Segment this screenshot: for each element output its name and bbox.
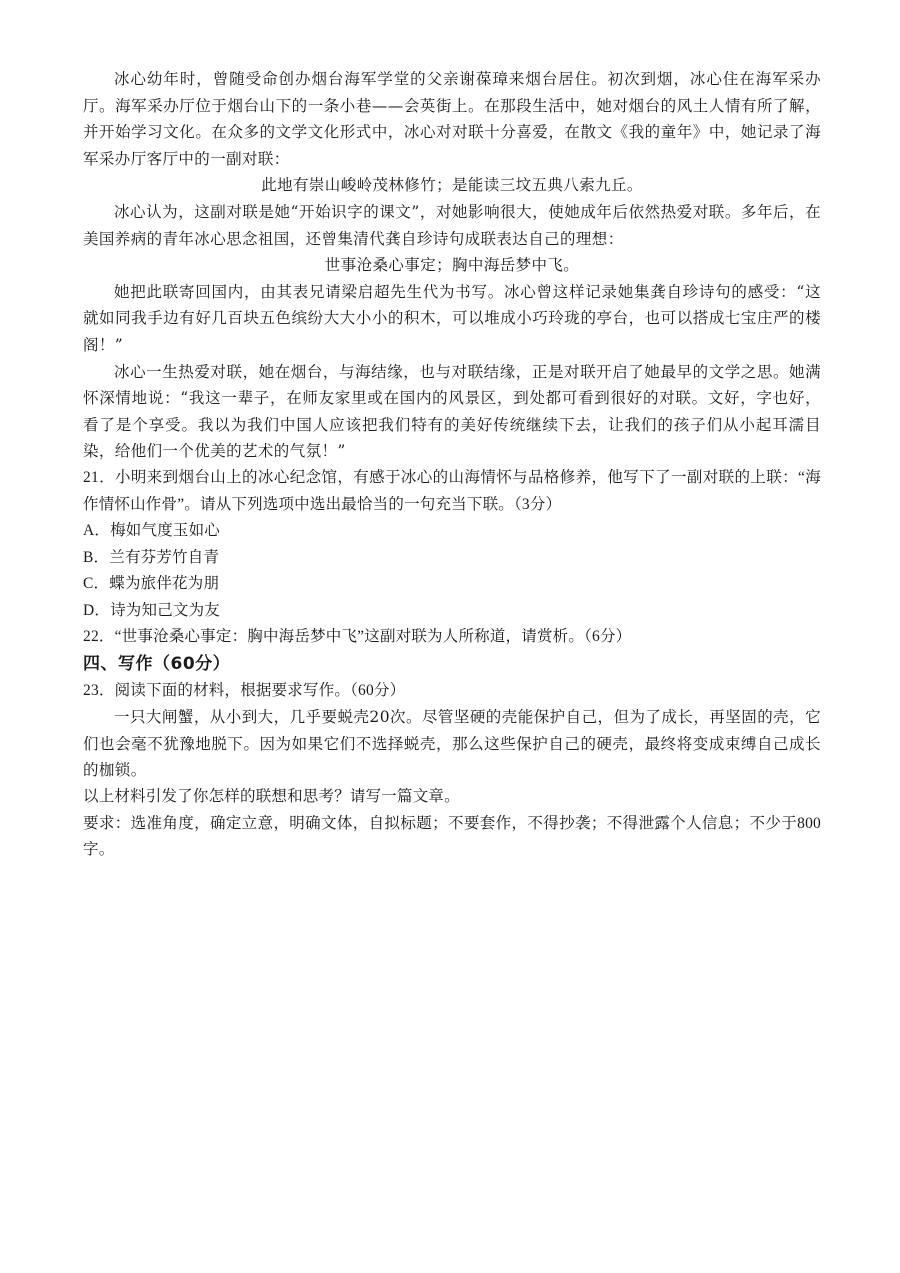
couplet-1: 此地有崇山峻岭茂林修竹；是能读三坟五典八索九丘。 [261, 176, 643, 195]
couplet-2: 世事沧桑心事定；胸中海岳梦中飞。 [324, 256, 580, 275]
writing-prompt: 以上材料引发了你怎样的联想和思考？请写一篇文章。 [83, 788, 460, 806]
section-writing [83, 651, 821, 678]
question-22 [83, 624, 821, 651]
passage-paragraph-4: 冰心一生热爱对联，她在烟台，与海结缘，也与对联结缘，正是对联开启了她最早的文学之思。她满怀深情地说：“我这一辈子，在师友家里或在国内的风景区，到处都可看到很好的对联。文好，字也好，看了是个享受。我以为我们中国人应该把我们特有的美好传统继续下去，让我们的孩子们从小起耳濡目染，给他们一个优美的艺术的气氛！” [83, 362, 821, 461]
question-21-stem: 21．小明来到烟台山上的冰心纪念馆，有感于冰心的山海情怀与品格修养，他写下了一副对联的上联：“海作情怀山作骨”。请从下列选项中选出最恰当的一句充当下联。（3分） [83, 468, 821, 513]
section-title: 四、写作（60分） [83, 654, 231, 675]
question-23 [83, 678, 821, 864]
question-21-option-c: C．蝶为旅伴花为朋 [83, 575, 220, 593]
question-21-option-a: A．梅如气度玉如心 [83, 522, 220, 540]
passage-paragraph-1: 冰心幼年时，曾随受命创办烟台海军学堂的父亲谢葆璋来烟台居住。初次到烟，冰心住在海军采办厅。海军采办厅位于烟台山下的一条小巷——会英街上。在那段生活中，她对烟台的风土人情有所了解，并开始学习文化。在众多的文学文化形式中，冰心对对联十分喜爱，在散文《我的童年》中，她记录了海军采办厅客厅中的一副对联： [83, 70, 821, 168]
writing-material: 一只大闸蟹，从小到大，几乎要蜕壳20次。尽管坚硬的壳能保护自己，但为了成长，再坚固的壳，它们也会毫不犹豫地脱下。因为如果它们不选择蜕壳，那么这些保护自己的硬壳，最终将变成束缚自己成长的枷锁。 [83, 708, 821, 780]
question-21 [83, 465, 821, 625]
writing-requirements: 要求：选准角度，确定立意，明确文体，自拟标题；不要套作，不得抄袭；不得泄露个人信息；不少于800字。 [83, 814, 821, 859]
question-22-stem: 22．“世事沧桑心事定：胸中海岳梦中飞”这副对联为人所称道，请赏析。（6分） [83, 628, 632, 646]
reading-passage [83, 66, 821, 465]
passage-paragraph-3: 她把此联寄回国内，由其表兄请梁启超先生代为书写。冰心曾这样记录她集龚自珍诗句的感受：“这就如同我手边有好几百块五色缤纷大大小小的积木，可以堆成小巧玲珑的亭台，也可以搭成七宝庄严的楼阁！” [83, 282, 821, 354]
question-23-stem: 23．阅读下面的材料，根据要求写作。（60分） [83, 681, 406, 699]
exam-page [83, 66, 821, 864]
passage-paragraph-2: 冰心认为，这副对联是她“开始识字的课文”，对她影响很大，使她成年后依然热爱对联。多年后，在美国养病的青年冰心思念祖国，还曾集清代龚自珍诗句成联表达自己的理想： [83, 202, 821, 248]
question-21-option-b: B．兰有芬芳竹自青 [83, 548, 220, 566]
question-21-option-d: D．诗为知己文为友 [83, 601, 220, 619]
